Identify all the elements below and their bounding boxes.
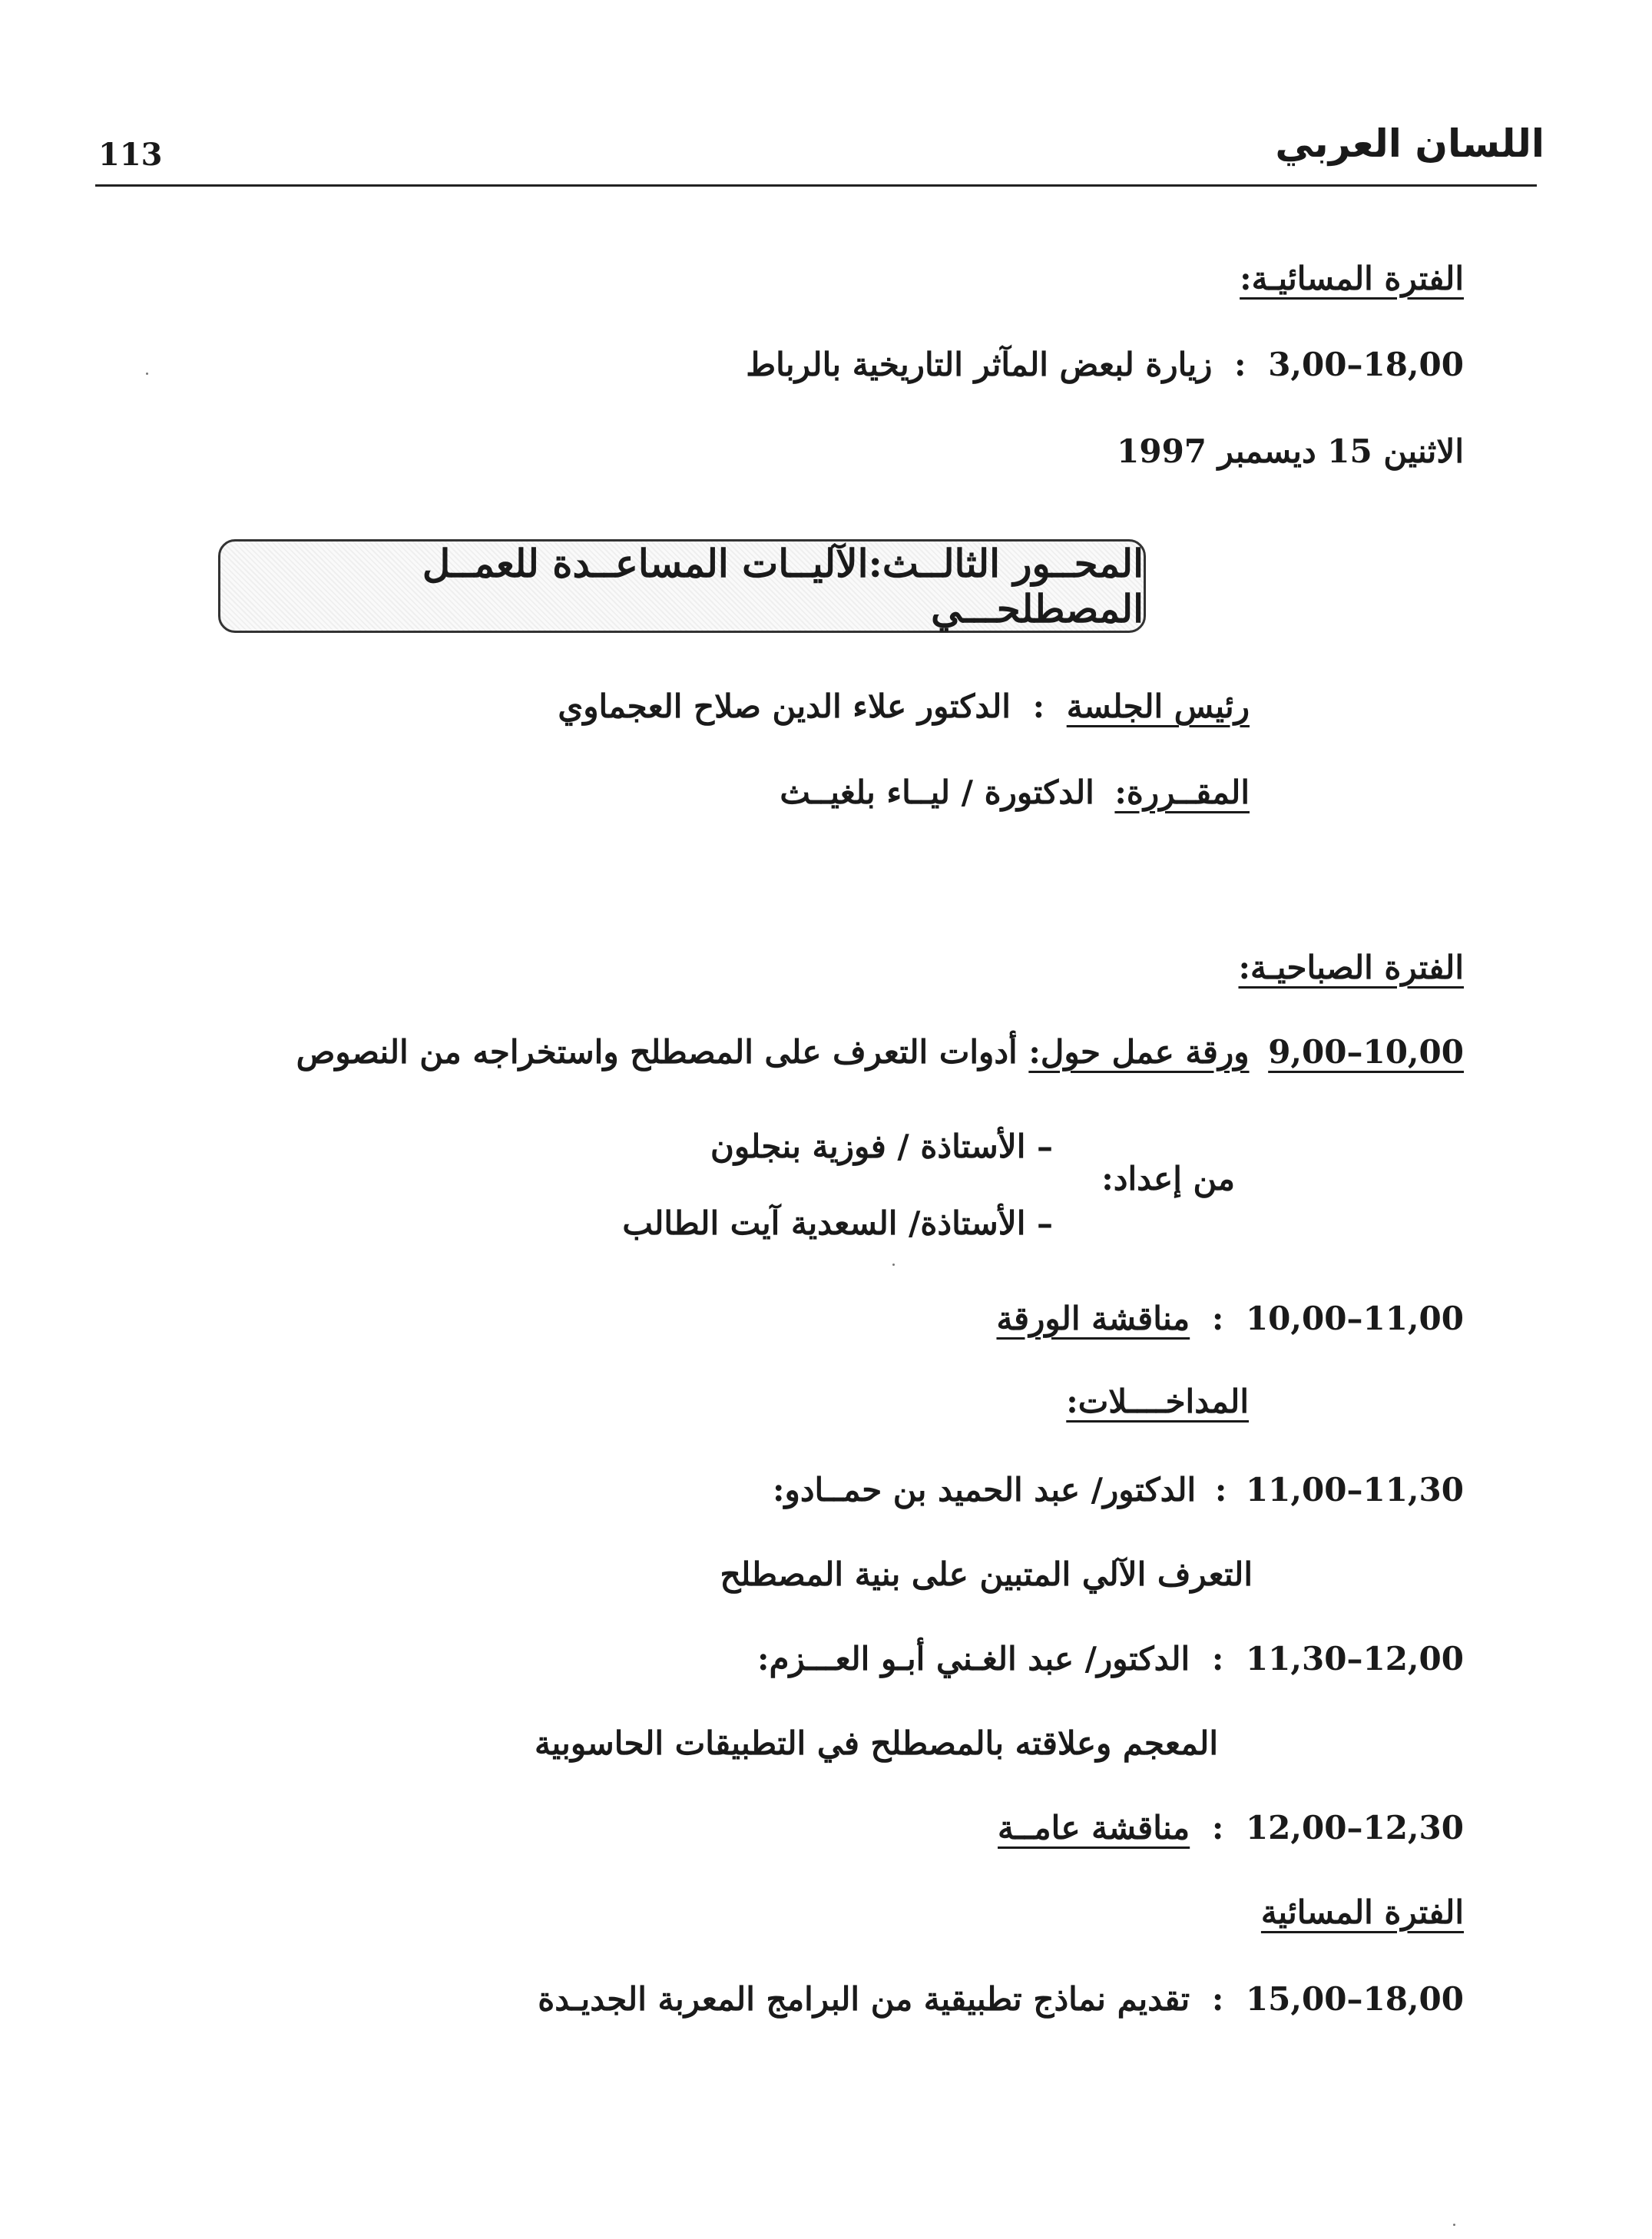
evening-2-line: 15,00–18,00 : تقديم نماذج تطبيقية من البرامج المعربة الجديـدة: [538, 1980, 1464, 2018]
scan-speck: [1453, 2224, 1455, 2226]
intervention-2-speaker: الدكتور/ عبد الغـني أبـو العـــزم:: [757, 1640, 1190, 1678]
rapporteur-line: [780, 773, 1250, 812]
journal-logo: اللسان العربي: [1275, 121, 1544, 166]
axis-title-box: [218, 539, 1146, 633]
intervention-2-line: 11,30–12,00 : الدكتور/ عبد الغـني أبـو العـــزم:: [757, 1640, 1464, 1678]
intervention-1-speaker: الدكتور/ عبد الحميد بن حمــادو:: [773, 1471, 1197, 1509]
morning-heading: الفترة الصباحيـة:: [1238, 949, 1464, 986]
general-discussion-time: 12,00–12,30: [1245, 1809, 1464, 1847]
evening-visit-time: 3,00–18,00: [1268, 346, 1464, 383]
evening-visit-activity: زيارة لبعض المآثر التاريخية بالرباط: [746, 346, 1213, 383]
evening-2-activity: تقديم نماذج تطبيقية من البرامج المعربة الجديـدة: [538, 1980, 1190, 2018]
discussion-label: مناقشة الورقة: [996, 1300, 1190, 1337]
evening-visit-line: 3,00–18,00 : زيارة لبعض المآثر التاريخية بالرباط: [746, 346, 1464, 383]
intervention-2-title: المعجم وعلاقته بالمصطلح في التطبيقات الحاسوبية: [534, 1724, 1218, 1762]
evening-2-time: 15,00–18,00: [1245, 1980, 1464, 2018]
paper-line: [296, 1033, 1464, 1071]
intervention-1-line: 11,00–11,30 : الدكتور/ عبد الحميد بن حمــادو:: [773, 1471, 1464, 1509]
paper-time: 9,00–10,00: [1268, 1033, 1464, 1071]
rapporteur-name: الدكتورة / ليــاء بلغيــث: [780, 773, 1094, 811]
date-line: الاثنين 15 ديسمبر 1997: [1117, 432, 1464, 470]
discussion-line: 10,00–11,00 : مناقشة الورقة: [996, 1300, 1464, 1337]
evening-2-heading: الفترة المسائية: [1260, 1893, 1464, 1931]
axis-title: المحــور الثالــث:الآليــات المساعــدة للعمــل المصطلحـــي: [422, 541, 1144, 631]
author-2: – الأستاذة/ السعدية آيت الطالب: [622, 1204, 1053, 1242]
evening-heading: الفترة المسائيـة:: [1240, 260, 1464, 297]
header-rule: [95, 184, 1537, 187]
paper-label: ورقة عمل حول:: [1028, 1033, 1250, 1071]
page-number: 113: [98, 137, 163, 173]
intervention-2-time: 11,30–12,00: [1245, 1640, 1464, 1678]
discussion-time: 10,00–11,00: [1245, 1300, 1464, 1337]
intervention-1-title: التعرف الآلي المتبين على بنية المصطلح: [720, 1555, 1253, 1593]
chair-name: الدكتور علاء الدين صلاح العجماوي: [558, 687, 1011, 725]
interventions-heading: المداخــــلات:: [1066, 1383, 1249, 1420]
chair-line: رئيس الجلسة : الدكتور علاء الدين صلاح العجماوي: [558, 687, 1250, 725]
general-discussion-label: مناقشة عامــة: [998, 1809, 1190, 1847]
intervention-1-time: 11,00–11,30: [1245, 1471, 1464, 1509]
prepared-by-label: من إعداد:: [1101, 1160, 1235, 1197]
author-1: – الأستاذة / فوزية بنجلون: [710, 1128, 1053, 1165]
rapporteur-label: المقــررة:: [1114, 773, 1250, 811]
scan-speck: [892, 1264, 895, 1266]
scan-speck: [146, 373, 148, 375]
chair-label: رئيس الجلسة: [1066, 687, 1250, 725]
paper-title: أدوات التعرف على المصطلح واستخراجه من النصوص: [296, 1033, 1018, 1071]
general-discussion-line: 12,00–12,30 : مناقشة عامــة: [998, 1809, 1464, 1847]
